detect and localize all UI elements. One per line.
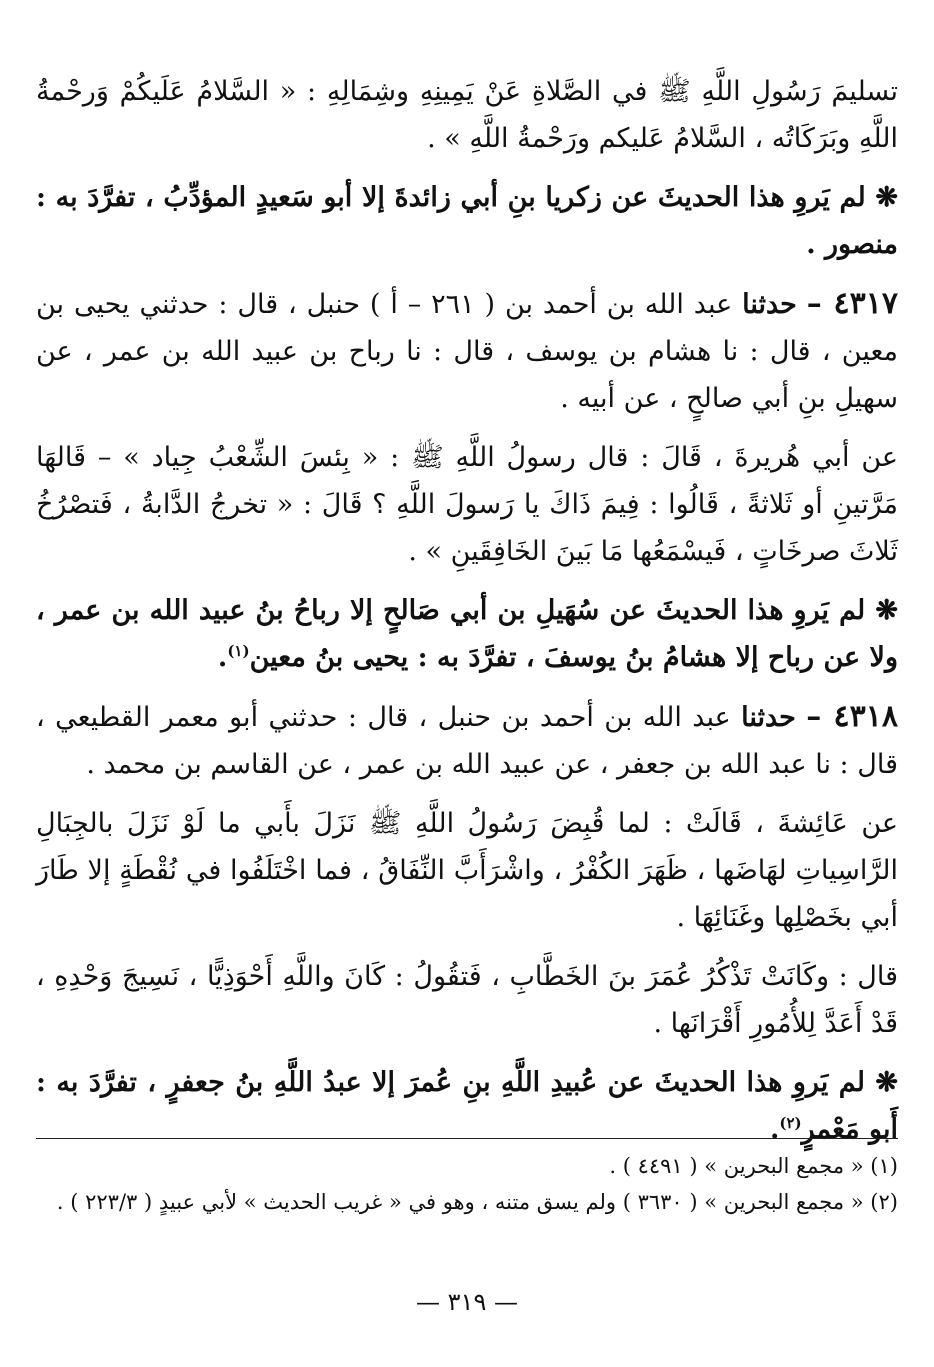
paragraph-hadith-text: [36, 68, 898, 162]
matn-text: عن أبي هُريرةَ ، قَالَ : قال رسولُ اللَّهِ ﷺ : « بِئسَ الشِّعْبُ جِياد » – قَالهَا مَرَّتينِ أو ثَلاثةً ، قَالُوا : فِيمَ ذَاكَ يا رَسولَ اللَّهِ ؟ قَالَ : « تخرجُ الدَّابةُ ، فَتصْرُخُ ثَلاثَ صرخَاتٍ ، فَيسْمَعُها مَا بَينَ الخَافِقَينِ » .: [36, 442, 898, 567]
footnote-2: (٢) « مجمع البحرين » ( ٣٦٣٠ ) ولم يسق متنه ، وهو في « غريب الحديث » لأبي عبيدٍ ( ٢٢٣/٣ ) .: [56, 1190, 898, 1214]
footnotes: [36, 1148, 898, 1220]
hadith-4317-matn: [36, 434, 898, 575]
isnad-text: عبد الله بن أحمد بن ( ٢٦١ – أ ) حنبل ، قال : حدثني يحيى بن معين ، قال : نا هشام بن يوسف ، قال : نا رباح بن عبيد الله بن عمر ، عن سهيلِ بنِ أبي صالحٍ ، عن أبيه .: [36, 289, 898, 414]
footnote-divider: [36, 1138, 898, 1139]
hadith-number: ٤٣١٧ –: [806, 286, 898, 321]
main-text: [36, 68, 898, 1165]
commentary-text: ❋ لم يَروِ هذا الحديثَ عن زكريا بنِ أبي زائدةَ إلا أبو سَعيدٍ المؤدِّبُ ، تفرَّدَ به : منصور .: [36, 182, 898, 260]
commentary-text: ❋ لم يَروِ هذا الحديثَ عن سُهَيلِ بن أبي صَالحٍ إلا رباحُ بنُ عبيد الله بن عمر ، ولا عن رباح إلا هشامُ بنُ يوسفَ ، تفرَّدَ به : يحيى بنُ معين: [36, 595, 898, 673]
commentary-text: ❋ لم يَروِ هذا الحديثَ عن عُبيدِ اللَّهِ بنِ عُمرَ إلا عبدُ اللَّهِ بنُ جعفرٍ ، تفرَّدَ به : أَبو مَعْمرٍ: [36, 1067, 898, 1145]
commentary-paragraph: [36, 174, 898, 268]
page-number: — ٣١٩ —: [416, 1288, 518, 1316]
matn-text: عن عَائِشةَ ، قَالَتْ : لما قُبِضَ رَسُولُ اللَّهِ ﷺ نَزَلَ بأَبي ما لَوْ نَزَلَ بالجِبَالِ الرَّاسِياتِ لهَاضَها ، ظَهَرَ الكُفْرُ ، واشْرَأَبَّ النِّفَاقُ ، فما اخْتَلَفُوا في نُقْطَةٍ إلا طَارَ أبي بخَصْلِها وغَنَائِهَا .: [36, 808, 898, 933]
hadith-lead-word: حدثنا: [741, 702, 796, 733]
hadith-lead-word: حدثنا: [742, 289, 797, 320]
matn-text: قال : وكَانَتْ تَذْكُرُ عُمَرَ بنَ الخَطَّابِ ، فَتقُولُ : كَانَ واللَّهِ أَحْوَذِيًّا ، نَسِيجَ وَحْدِهِ ، قَدْ أَعَدَّ لِلأُمُورِ أَقْرَانَها .: [36, 961, 898, 1039]
footnote-marker: (٢): [779, 1114, 802, 1132]
hadith-4318-matn: [36, 800, 898, 941]
hadith-4318-isnad: [36, 693, 898, 788]
hadith-4317-isnad: [36, 280, 898, 422]
commentary-paragraph: ❋ لم يَروِ هذا الحديثَ عن عُبيدِ اللَّهِ بنِ عُمرَ إلا عبدُ اللَّهِ بنُ جعفرٍ ، تفرَّدَ به : أَبو مَعْمرٍ$^{(٢)}$.: [36, 1067, 898, 1145]
paragraph-text: تسليمَ رَسُولِ اللَّهِ ﷺ في الصَّلاةِ عَنْ يَمِينِهِ وشِمَالِهِ : « السَّلامُ عَلَيكُمْ وَرحْمةُ اللَّهِ وبَرَكَاتُه ، السَّلامُ عَليكم ورَحْمةُ اللَّهِ » .: [36, 76, 898, 154]
hadith-4318-matn-continued: [36, 953, 898, 1047]
isnad-text: عبد الله بن أحمد بن حنبل ، قال : حدثني أبو معمر القطيعي ، قال : نا عبد الله بن جعفر ، عن عبيد الله بن عمر ، عن القاسم بن محمد .: [36, 702, 898, 780]
footnote-1: (١) « مجمع البحرين » ( ٤٤٩١ ) .: [609, 1154, 898, 1178]
footnote-marker: (١): [227, 642, 250, 660]
commentary-paragraph: ❋ لم يَروِ هذا الحديثَ عن سُهَيلِ بن أبي صَالحٍ إلا رباحُ بنُ عبيد الله بن عمر ، ولا عن رباح إلا هشامُ بنُ يوسفَ ، تفرَّدَ به : يحيى بنُ معين$^{(١)}$.: [36, 595, 898, 673]
hadith-number: ٤٣١٨ –: [806, 699, 898, 734]
